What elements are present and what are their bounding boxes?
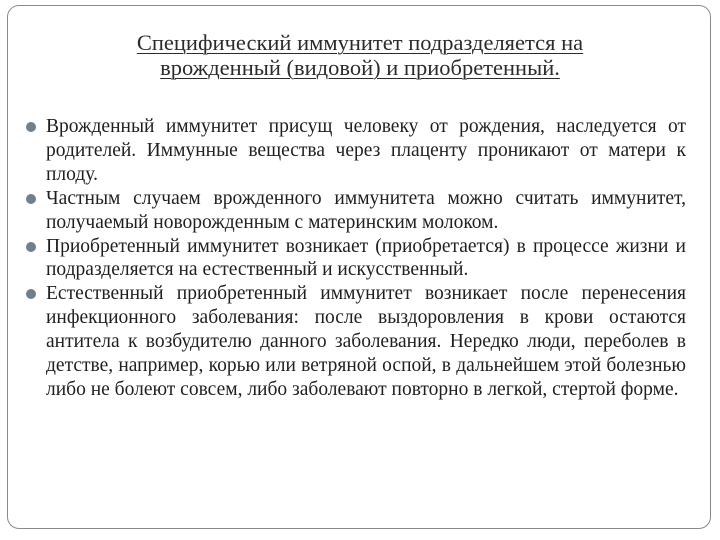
bullet-text: Приобретенный иммунитет возникает (приобретается) в процессе жизни и подразделяется на естественный и искусственный. — [46, 235, 686, 281]
bullet-item — [26, 187, 686, 235]
title-line-2: врожденный (видовой) и приобретенный. — [160, 55, 560, 80]
slide-title — [40, 30, 680, 80]
bullet-list — [26, 115, 686, 402]
title-line-1: Специфический иммунитет подразделяется на — [136, 30, 584, 55]
bullet-dot-icon — [26, 242, 36, 252]
bullet-item — [26, 282, 686, 402]
bullet-item — [26, 115, 686, 187]
bullet-dot-icon — [26, 289, 36, 299]
bullet-text: Естественный приобретенный иммунитет возникает после перенесения инфекционного заболевания: после выздоровления в крови остаются антитела к возбудителю данного заболевания. Нередко люди, переболев в детстве, например, корью или ветряной оспой, в дальнейшем этой болезнью либо не болеют совсем, либо заболевают повторно в легкой, стертой форме. — [46, 283, 686, 400]
bullet-text: Частным случаем врожденного иммунитета можно считать иммунитет, получаемый новорожденным с материнским молоком. — [46, 187, 686, 233]
bullet-dot-icon — [26, 122, 36, 132]
bullet-dot-icon — [26, 194, 36, 204]
bullet-text: Врожденный иммунитет присущ человеку от рождения, наследуется от родителей. Иммунные вещества через плаценту проникают от матери к плоду. — [46, 116, 686, 185]
bullet-item — [26, 235, 686, 283]
